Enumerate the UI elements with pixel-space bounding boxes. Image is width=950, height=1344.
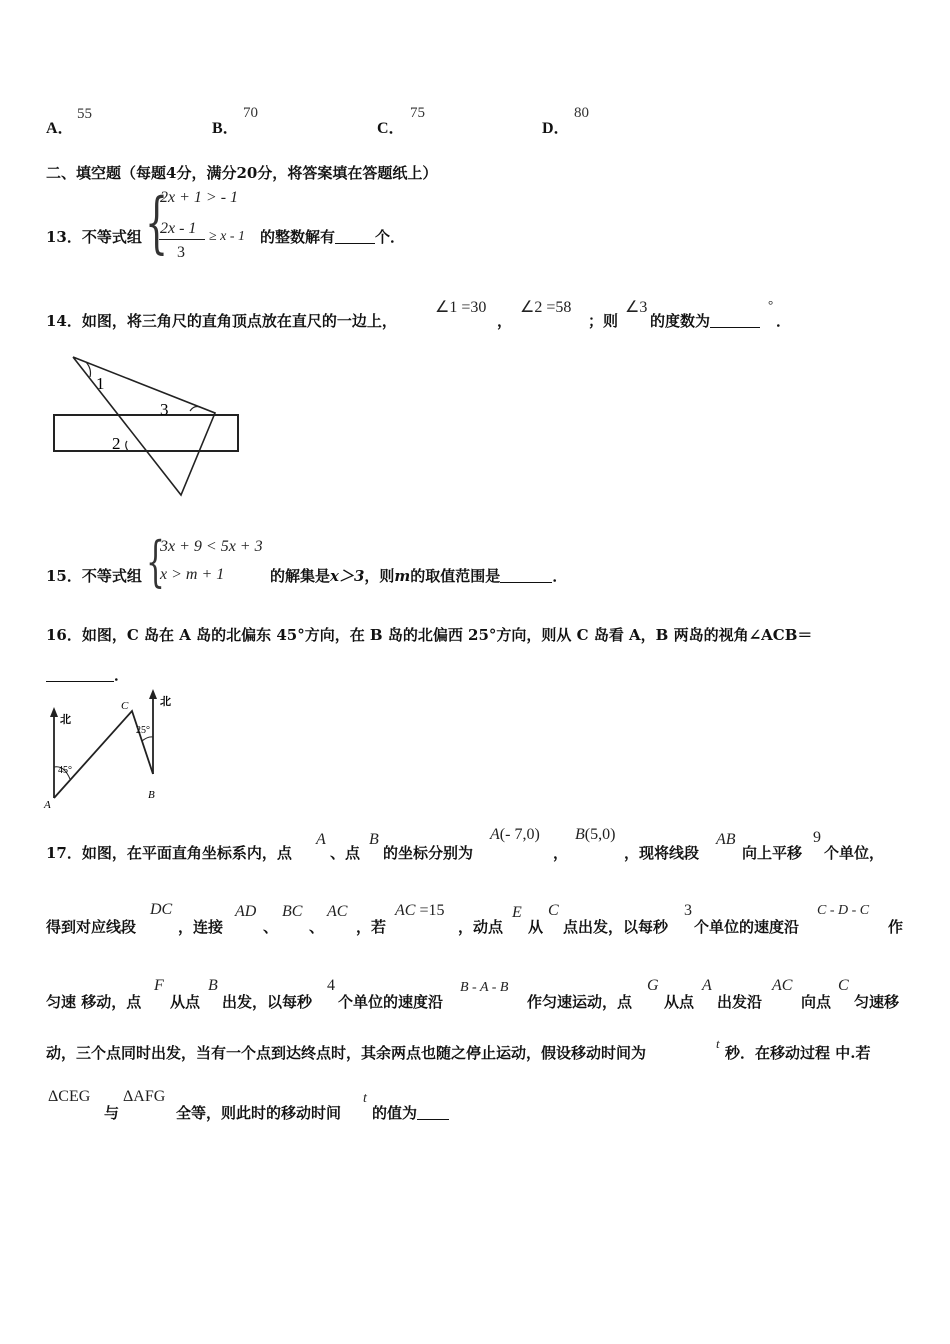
q15-text — [270, 565, 567, 586]
q14-prefix: 14．如图，将三角尺的直角顶点放在直尺的一边上， — [46, 312, 397, 330]
north-arrowhead-a — [50, 707, 58, 717]
q17-b2: B — [208, 977, 218, 994]
q15-cond: x＞3 — [330, 567, 365, 585]
fig16-label-a: A — [44, 799, 51, 810]
q17-ab: AB — [716, 831, 736, 848]
q15-line2: x > m + 1 — [160, 566, 225, 583]
q15-line1: 3x + 9 < 5x + 3 — [160, 538, 263, 555]
q17-f: F — [154, 977, 164, 994]
q17-l1-f: 向上平移 — [742, 844, 803, 862]
q17-cdc: C - D - C — [817, 903, 870, 918]
triangle — [73, 357, 215, 495]
fig14-label-2: 2 — [112, 434, 121, 453]
option-d-label: D． — [542, 120, 570, 137]
fig16-angle-a: 45° — [58, 765, 72, 776]
q17-point-b: B — [369, 831, 379, 848]
q13-line1: 2x + 1 > - 1 — [160, 189, 239, 206]
q15-answer-blank — [500, 568, 552, 583]
q17-l2-a: 得到对应线段 — [46, 918, 137, 936]
q17-coord-b: B(5,0) — [575, 826, 616, 843]
q14-suffix-text: 的度数为 — [650, 312, 711, 330]
q15-text-a: 的解集是 — [270, 567, 331, 585]
q17-l5-c-text: 的值为 — [372, 1104, 418, 1122]
q17-l3-f: 从点 — [664, 993, 695, 1011]
q17-l2-b: ，连接 — [178, 918, 224, 936]
q13-answer-blank — [335, 229, 375, 244]
fig16-label-c: C — [121, 700, 129, 712]
q17-ac15: AC =15 — [395, 902, 445, 919]
q17-l2-g: 个单位的速度沿 — [694, 918, 800, 936]
q17-l3-d: 个单位的速度沿 — [338, 993, 444, 1011]
fig14-label-3: 3 — [160, 400, 169, 419]
q17-four: 4 — [327, 977, 335, 994]
angle2-arc — [126, 441, 128, 451]
q15-end: ． — [552, 567, 568, 585]
q13-frac-den: 3 — [177, 244, 185, 261]
q17-l1-d: ， — [553, 844, 569, 862]
q17-l1-e: ，现将线段 — [624, 844, 700, 862]
q17-g: G — [647, 977, 659, 994]
q17-l1-g: 个单位， — [824, 844, 885, 862]
q17-e: E — [512, 904, 522, 921]
q17-ad: AD — [235, 903, 257, 920]
q16-answer-blank — [46, 667, 114, 682]
q14-degree: ° — [768, 297, 774, 312]
q17-l2-d: ，动点 — [458, 918, 504, 936]
q17-l5-c — [372, 1102, 449, 1123]
q13-suffix — [260, 226, 405, 247]
q17-l3-g: 出发沿 — [717, 993, 763, 1011]
q17-l3-c: 出发，以每秒 — [222, 993, 313, 1011]
angle-b-arc — [142, 737, 153, 741]
q17-l3-i: 匀速移 — [854, 993, 900, 1011]
fig16-label-b: B — [148, 789, 155, 801]
angle3-arc — [190, 407, 200, 412]
q14-suffix — [650, 310, 760, 331]
q16-blank-line — [46, 664, 129, 685]
q17-l4-a: 动，三个点同时出发，当有一个点到达终点时，其余两点也随之停止运动，假设移动时间为 — [46, 1044, 647, 1062]
q17-bab: B - A - B — [460, 980, 509, 995]
q17-l3-b: 从点 — [170, 993, 201, 1011]
fig14-label-1: 1 — [96, 374, 105, 393]
q17-point-a: A — [316, 831, 326, 848]
option-a-label: A． — [46, 120, 74, 137]
q14-mid: ；则 — [588, 312, 619, 330]
q17-l5-a: 与 — [104, 1104, 120, 1122]
q14-figure — [40, 345, 250, 505]
q17-afgtri: ΔAFG — [123, 1088, 166, 1105]
option-d-value: 80 — [574, 105, 589, 121]
q13-rhs: ≥ x - 1 — [209, 229, 246, 244]
q14-end: ． — [776, 312, 792, 330]
option-c-label: C． — [377, 120, 405, 137]
q13-prefix: 13．不等式组 — [46, 228, 142, 246]
q17-l5-b: 全等，则此时的移动时间 — [176, 1104, 342, 1122]
q17-c2: C — [838, 977, 849, 994]
q17-dc: DC — [150, 901, 173, 918]
q17-three: 3 — [684, 902, 692, 919]
q15-prefix: 15．不等式组 — [46, 567, 142, 585]
q13-suffix1: 的整数解有 — [260, 228, 336, 246]
option-b-label: B． — [212, 120, 239, 137]
q17-l4-b: 秒．在移动过程 中.若 — [725, 1044, 871, 1062]
fig16-angle-b: 25° — [136, 725, 150, 736]
q14-angle2: ∠2 =58 — [520, 299, 572, 316]
q17-ac: AC — [327, 903, 348, 920]
q17-l3-e: 作匀速运动，点 — [527, 993, 633, 1011]
north-arrowhead-b — [149, 689, 157, 699]
q17-a2: A — [702, 977, 712, 994]
q15-text-c: 的取值范围是 — [410, 567, 501, 585]
option-b-value: 70 — [243, 105, 258, 121]
q16-figure — [40, 685, 190, 810]
q17-cegtri: ΔCEG — [48, 1088, 91, 1105]
q17-t: t — [716, 1036, 720, 1051]
q14-answer-blank — [710, 313, 760, 328]
q17-l2-e: 从 — [528, 918, 544, 936]
q17-l2-f: 点出发，以每秒 — [563, 918, 669, 936]
q16-text: 16．如图，C 岛在 A 岛的北偏东 45°方向，在 B 岛的北偏西 25°方向，则从 C 岛看 A，B 两岛的视角∠ACB＝ — [46, 626, 813, 644]
fig16-north-2: 北 — [160, 696, 171, 708]
q17-l2-h: 作 — [888, 918, 904, 936]
q15-text-b: ，则 — [364, 567, 395, 585]
option-a-value: 55 — [77, 106, 92, 122]
q17-coord-a: A(- 7,0) — [490, 826, 540, 843]
q17-ac2: AC — [772, 977, 793, 994]
q17-answer-blank — [417, 1105, 449, 1120]
q13-brace: { — [145, 184, 169, 261]
ruler — [54, 415, 238, 451]
q17-bc: BC — [282, 903, 303, 920]
q13-suffix2: 个． — [375, 228, 406, 246]
option-c-value: 75 — [410, 105, 425, 121]
fig16-north-1: 北 — [60, 714, 71, 726]
q17-l1-b: 、点 — [330, 844, 361, 862]
q17-l3-a: 匀速 移动，点 — [46, 993, 142, 1011]
section-title: 二、填空题（每题4分，满分20分，将答案填在答题纸上） — [46, 164, 438, 182]
q17-l2-c: ，若 — [356, 918, 387, 936]
q17-c: C — [548, 902, 559, 919]
q16-end: ． — [114, 666, 130, 684]
q13-frac-num: 2x - 1 — [160, 220, 197, 237]
q15-var: m — [394, 567, 411, 585]
q17-l1-a: 17．如图，在平面直角坐标系内，点 — [46, 844, 292, 862]
q14-comma: ， — [497, 312, 513, 330]
q14-angle3: ∠3 — [625, 299, 648, 316]
q17-l1-c: 的坐标分别为 — [383, 844, 474, 862]
q17-nine: 9 — [813, 829, 821, 846]
q17-sep1: 、 — [263, 918, 279, 936]
q15-brace: { — [146, 530, 165, 593]
q14-angle1: ∠1 =30 — [435, 299, 487, 316]
q13-frac-bar — [159, 239, 205, 240]
q17-sep2: 、 — [309, 918, 325, 936]
q17-l3-h: 向点 — [801, 993, 832, 1011]
q17-t2: t — [363, 1091, 367, 1106]
